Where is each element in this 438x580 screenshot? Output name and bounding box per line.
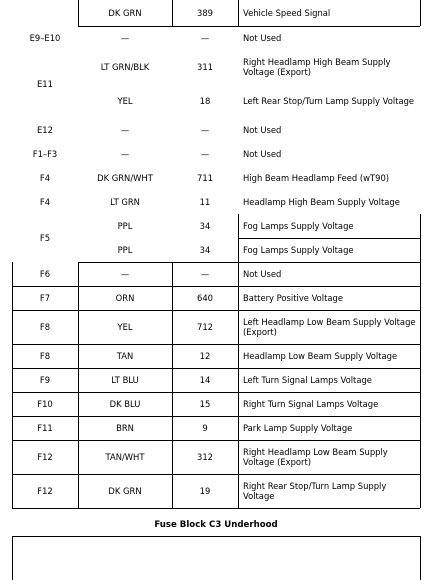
circuit-number-cell: — xyxy=(200,269,210,279)
pin-cell: F1–F3 xyxy=(32,149,58,159)
row-divider xyxy=(12,508,420,509)
function-cell: Right Turn Signal Lamps Voltage xyxy=(243,399,379,409)
row-divider xyxy=(78,262,420,263)
pin-cell: F8 xyxy=(39,351,51,361)
wire-color-cell: DK GRN xyxy=(108,486,142,496)
pin-cell xyxy=(12,0,78,26)
row-divider xyxy=(238,238,420,239)
circuit-number-cell: 712 xyxy=(197,322,213,332)
function-cell: Not Used xyxy=(243,33,282,43)
table-right-border xyxy=(420,0,421,26)
function-cell: Park Lamp Supply Voltage xyxy=(243,423,353,433)
column-divider xyxy=(238,262,239,508)
circuit-number-cell: 9 xyxy=(202,423,208,433)
circuit-number-cell: 389 xyxy=(197,8,213,18)
function-cell: Right Rear Stop/Turn Lamp Supply Voltage xyxy=(243,481,387,501)
function-cell: Not Used xyxy=(243,269,282,279)
circuit-number-cell: — xyxy=(200,33,210,43)
column-divider xyxy=(78,0,79,26)
circuit-number-cell: 14 xyxy=(199,375,211,385)
wire-color-cell: TAN xyxy=(116,351,134,361)
wire-color-cell: DK BLU xyxy=(109,399,141,409)
function-cell: Fog Lamps Supply Voltage xyxy=(243,245,354,255)
pin-cell: F12 xyxy=(37,452,53,462)
column-divider xyxy=(420,262,421,508)
circuit-number-cell: 15 xyxy=(199,399,211,409)
column-divider xyxy=(172,262,173,508)
circuit-number-cell: 711 xyxy=(197,173,213,183)
pin-cell: F8 xyxy=(39,322,51,332)
pin-cell: E12 xyxy=(37,125,53,135)
wire-color-cell: DK GRN xyxy=(108,8,142,18)
wire-color-cell: BRN xyxy=(116,423,134,433)
row-divider xyxy=(78,26,420,27)
wire-color-cell: — xyxy=(120,149,130,159)
circuit-number-cell: 11 xyxy=(199,197,211,207)
merged-pin-cell: F5 xyxy=(39,233,51,243)
function-cell: Fog Lamps Supply Voltage xyxy=(243,221,354,231)
wire-color-cell: LT GRN xyxy=(110,197,140,207)
column-divider xyxy=(172,0,173,26)
wire-color-cell: — xyxy=(120,269,130,279)
column-divider xyxy=(78,262,79,508)
column-divider xyxy=(12,262,13,508)
circuit-number-cell: 312 xyxy=(197,452,213,462)
function-cell: Not Used xyxy=(243,149,282,159)
pin-cell: F9 xyxy=(39,375,51,385)
next-table-top-border xyxy=(12,536,420,537)
function-cell: Right Headlamp High Beam Supply Voltage (Export) xyxy=(243,57,391,77)
row-divider xyxy=(12,344,420,345)
row-divider xyxy=(12,368,420,369)
circuit-number-cell: — xyxy=(200,149,210,159)
row-divider xyxy=(12,286,420,287)
pin-cell: F12 xyxy=(37,486,53,496)
next-table-left-border xyxy=(12,536,13,580)
pin-cell: F4 xyxy=(39,197,51,207)
pin-cell: F10 xyxy=(37,399,53,409)
column-divider xyxy=(238,0,239,26)
wire-color-cell: YEL xyxy=(117,96,133,106)
wire-color-cell: DK GRN/WHT xyxy=(97,173,153,183)
circuit-number-cell: 19 xyxy=(199,486,211,496)
circuit-number-cell: 34 xyxy=(199,221,211,231)
function-cell: Battery Positive Voltage xyxy=(243,293,344,303)
wire-color-cell: PPL xyxy=(117,245,133,255)
row-divider xyxy=(12,440,420,441)
next-table-caption: Fuse Block C3 Underhood xyxy=(154,520,278,530)
circuit-number-cell: 34 xyxy=(199,245,211,255)
wire-color-cell: LT BLU xyxy=(111,375,139,385)
wire-color-cell: — xyxy=(120,125,130,135)
function-cell: Left Rear Stop/Turn Lamp Supply Voltage xyxy=(243,96,415,106)
row-divider xyxy=(12,416,420,417)
row-divider xyxy=(12,474,420,475)
wire-color-cell: ORN xyxy=(115,293,135,303)
function-cell: High Beam Headlamp Feed (wT90) xyxy=(243,173,390,183)
pin-cell: F7 xyxy=(39,293,51,303)
wire-color-cell: LT GRN/BLK xyxy=(100,62,150,72)
pin-cell: F6 xyxy=(39,269,51,279)
function-cell: Not Used xyxy=(243,125,282,135)
circuit-number-cell: 18 xyxy=(199,96,211,106)
circuit-number-cell: — xyxy=(200,125,210,135)
function-cell: Right Headlamp Low Beam Supply Voltage (Export) xyxy=(243,447,388,467)
function-cell: Headlamp Low Beam Supply Voltage xyxy=(243,351,398,361)
function-cell: Vehicle Speed Signal xyxy=(243,8,331,18)
wire-color-cell: — xyxy=(120,33,130,43)
wire-color-cell: TAN/WHT xyxy=(105,452,145,462)
circuit-number-cell: 311 xyxy=(197,62,213,72)
pin-cell: E9–E10 xyxy=(29,33,61,43)
wire-color-cell: PPL xyxy=(117,221,133,231)
circuit-number-cell: 12 xyxy=(199,351,211,361)
table-right-border xyxy=(420,214,421,262)
wire-color-cell: YEL xyxy=(117,322,133,332)
function-cell: Headlamp High Beam Supply Voltage xyxy=(243,197,400,207)
row-divider xyxy=(12,310,420,311)
pin-cell: F4 xyxy=(39,173,51,183)
merged-pin-cell: E11 xyxy=(37,79,53,89)
next-table-right-border xyxy=(420,536,421,580)
row-divider xyxy=(12,392,420,393)
circuit-number-cell: 640 xyxy=(197,293,213,303)
function-cell: Left Turn Signal Lamps Voltage xyxy=(243,375,372,385)
function-cell: Left Headlamp Low Beam Supply Voltage (Export) xyxy=(243,317,416,337)
pin-cell: F11 xyxy=(37,423,53,433)
